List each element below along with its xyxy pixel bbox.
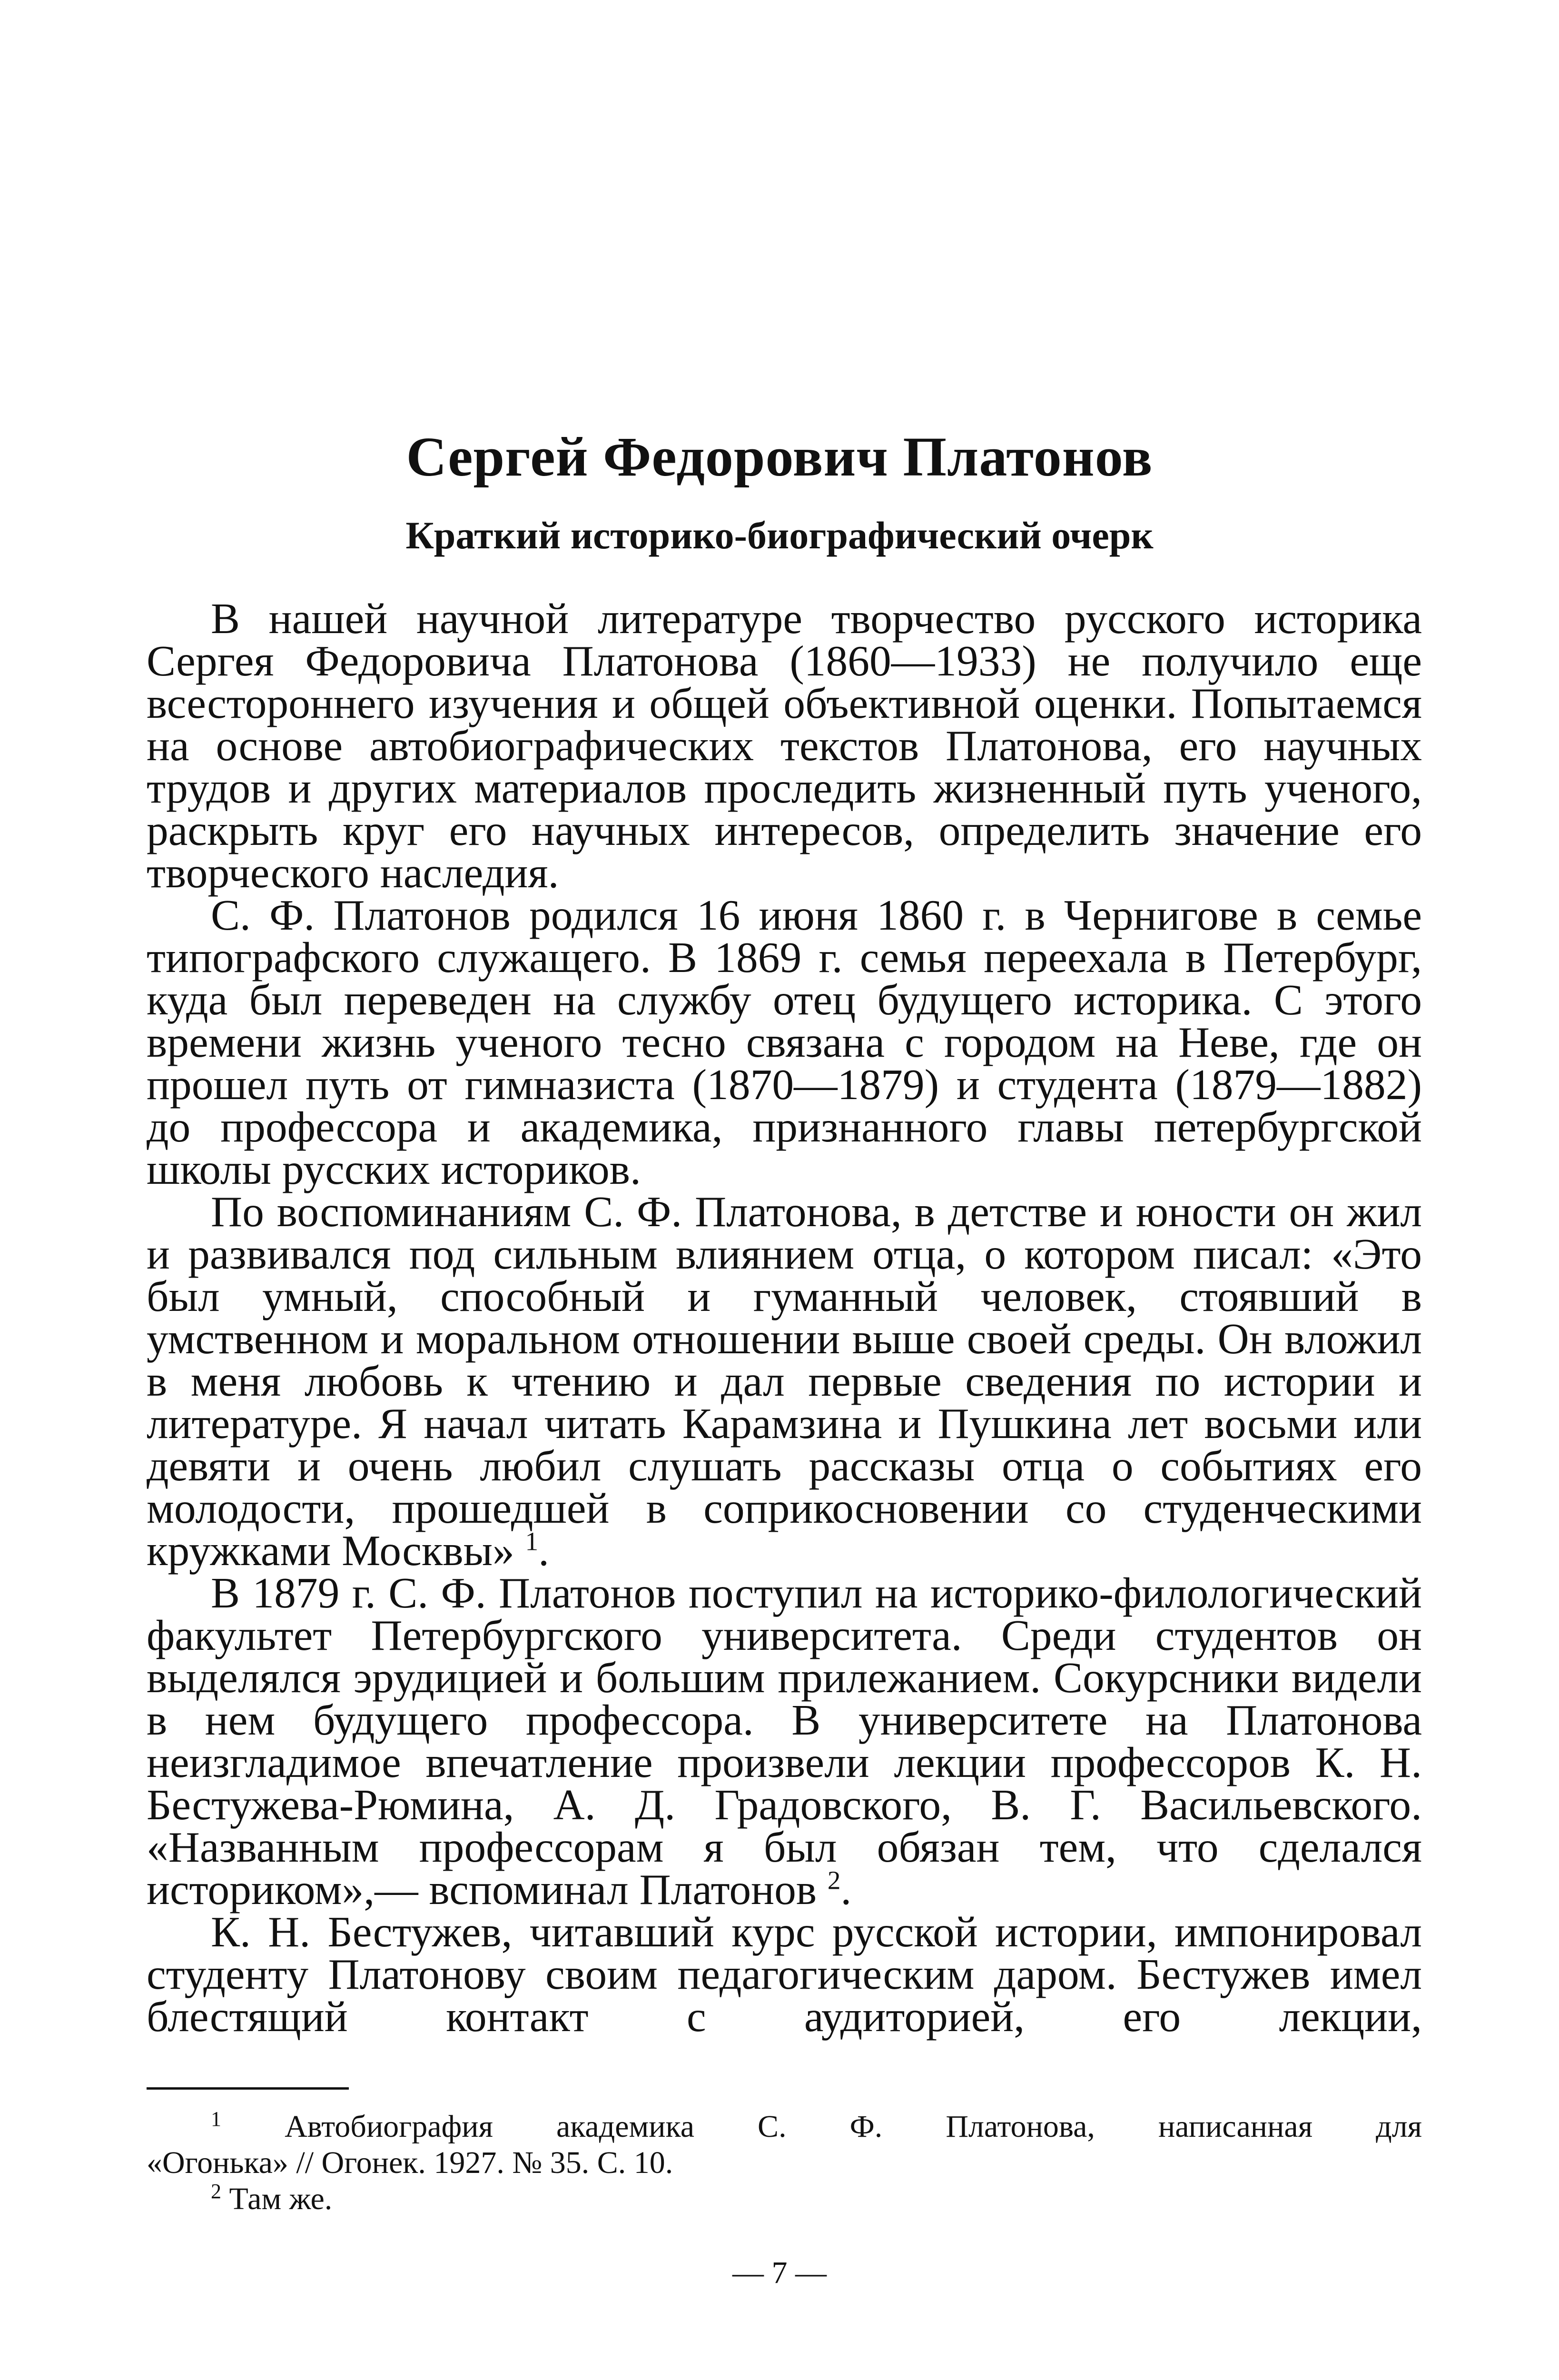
paragraph-text: К. Н. Бестужев, читавший курс русской истории, импонировал студенту Платонову своим педагогическим даром. Бестужев имел блестящий контакт с аудиторией, его лекции, <box>147 1907 1422 2041</box>
footnote-text: Автобиография академика С. Ф. Платонова, написанная для <box>285 2109 1422 2144</box>
footnote-divider <box>147 2087 349 2090</box>
paragraph-text: С. Ф. Платонов родился 16 июня 1860 г. в Чернигове в семье типографского служащего. В 1869 г. семья переехала в Петербург, куда был переведен на службу отец будущего историка. С этого времени жизнь ученого тесно связана с городом на Неве, где он прошел путь от гимназиста (1870—1879) и студента (1879—1882) до профессора и академика, признанного главы петербургской школы русских историков. <box>147 891 1422 1193</box>
footnote-mark: 1 <box>211 2107 221 2131</box>
body-text <box>147 594 1422 2041</box>
footnote-continuation <box>147 2145 1422 2181</box>
page-title: Сергей Федорович Платонов <box>406 426 1153 488</box>
page-subtitle: Краткий историко-биографический очерк <box>405 514 1154 557</box>
footnote <box>147 2181 1422 2217</box>
footnote-text: Там же. <box>229 2182 333 2216</box>
paragraph <box>147 1907 1422 2041</box>
footnote-ref[interactable]: 1 <box>525 1527 539 1556</box>
paragraph <box>147 1568 1422 1914</box>
footnote-text: «Огонька» // Огонек. 1927. № 35. С. 10. <box>147 2145 673 2180</box>
footnote-mark: 2 <box>211 2180 221 2203</box>
paragraph-tail: . <box>538 1526 550 1575</box>
paragraph-text: По воспоминаниям С. Ф. Платонова, в детстве и юности он жил и развивался под сильным влиянием отца, о котором писал: «Это был умный, способный и гуманный человек, стоявший в умственном и моральном отношении выше своей среды. Он вложил в меня любовь к чтению и дал первые сведения по истории и литературе. Я начал читать Карамзина и Пушкина лет восьми или девяти и очень любил слушать рассказы отца о событиях его молодости, прошедшей в соприкосновении со студенческими кружками Москвы» <box>147 1187 1422 1575</box>
paragraph <box>147 1187 1422 1575</box>
footnotes <box>147 2109 1422 2217</box>
footnote <box>147 2109 1422 2145</box>
paragraph-text: В нашей научной литературе творчество русского историка Сергея Федоровича Платонова (1860—1933) не получило еще всестороннего изучения и общей объективной оценки. Попытаемся на основе автобиографических текстов Платонова, его научных трудов и других материалов проследить жизненный путь ученого, раскрыть круг его научных интересов, определить значение его творческого наследия. <box>147 594 1422 897</box>
paragraph <box>147 891 1422 1193</box>
paragraph <box>147 594 1422 897</box>
page-number: — 7 — <box>732 2255 827 2290</box>
paragraph-tail: . <box>840 1865 852 1914</box>
footnote-ref[interactable]: 2 <box>827 1865 841 1895</box>
paragraph-text: В 1879 г. С. Ф. Платонов поступил на историко-филологический факультет Петербургского университета. Среди студентов он выделялся эрудицией и большим прилежанием. Сокурсники видели в нем будущего профессора. В университете на Платонова неизгладимое впечатление произвели лекции профессоров К. Н. Бестужева-Рюмина, А. Д. Градовского, В. Г. Васильевского. «Названным профессорам я был обязан тем, что сделался историком»,— вспоминал Платонов <box>147 1568 1422 1914</box>
